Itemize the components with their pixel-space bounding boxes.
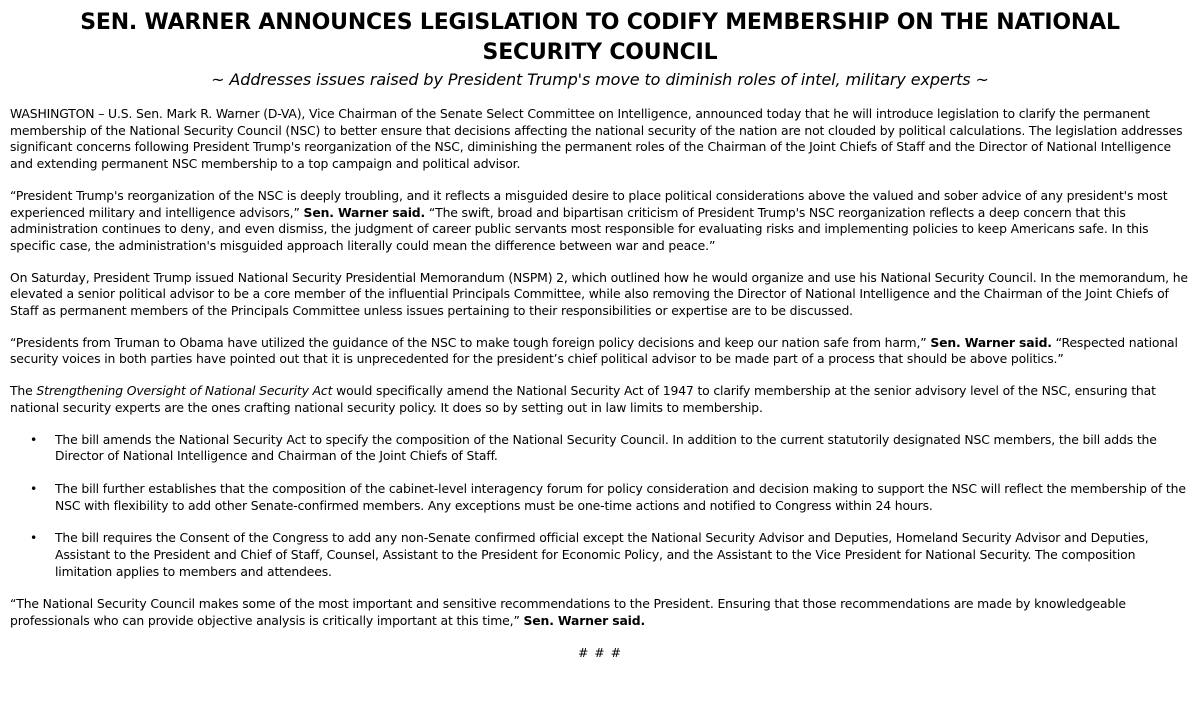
bullet-marker: • [30,480,38,496]
intro-paragraph: WASHINGTON – U.S. Sen. Mark R. Warner (D-VA), Vice Chairman of the Senate Select Committee on Intelligence, announced today that he will introduce legislation to clarify the permanent membership of the National Security Council (NSC) to better ensure that decisions affecting the national security of the nation are not clouded by political calculations. The legislation addresses significant concerns following President Trump's reorganization of the NSC, diminishing the permanent roles of the Chairman of the Joint Chiefs of Staff and the Director of National Intelligence and extending permanent NSC membership to a top campaign and political advisor. [10,106,1183,172]
list-item-text: The bill requires the Consent of the Congress to add any non-Senate confirmed official except the National Security Advisor and Deputies, Homeland Security Advisor and Deputies, Assistant to the President and Chief of Staff, Counsel, Assistant to the President for Economic Policy, and the Assistant to the Vice President for National Security. The composition limitation applies to members and attendees. [55,530,1149,579]
closing-quote-attribution: Sen. Warner said. [523,613,646,629]
act-description: would specifically amend the National Security Act of 1947 to clarify membership at the senior advisory level of the NSC, ensuring that national security experts are the ones crafting national security policy. It does so by setting out in law limits to membership. [10,383,1156,415]
list-item [10,530,1190,580]
list-item-text: The bill amends the National Security Act to specify the composition of the National Security Council. In addition to the current statutorily designated NSC members, the bill adds the Director of National Intelligence and Chairman of the Joint Chiefs of Staff. [55,431,1157,464]
list-item-text: The bill further establishes that the composition of the cabinet-level interagency forum for policy consideration and decision making to support the NSC will reflect the membership of the NSC with flexibility to add other Senate-confirmed members. Any exceptions must be one-time actions and notified to Congress within 24 hours. [55,480,1186,513]
bullet-marker: • [30,530,38,546]
quote-2-continuation: “Respected national security voices in both parties have pointed out that it is unprecedented for the president’s chief political advisor to be made part of a process that should be above politics.” [10,334,1178,367]
closing-quote-paragraph [10,596,1190,629]
press-release-title: SEN. WARNER ANNOUNCES LEGISLATION TO CODIFY MEMBERSHIP ON THE NATIONAL SECURITY COUNCIL [80,10,1120,65]
bill-provisions-list [10,432,1190,581]
quote-1-text: “President Trump's reorganization of the NSC is deeply troubling, and it reflects a misguided desire to place political considerations above the valued and sober advice of any president's most experienced military and intelligence advisors,” [10,187,1168,220]
quote-1-attribution: Sen. Warner said. [303,204,426,220]
act-intro-word: The [10,383,33,399]
closing-quote-text: “The National Security Council makes some of the most important and sensitive recommendations to the President. Ensuring that those recommendations are made by knowledgeable professionals who can provide objective analysis is critically important at this time,” [10,596,1126,629]
bullet-marker: • [30,431,38,447]
quote-paragraph-2 [10,335,1190,368]
memorandum-paragraph: On Saturday, President Trump issued National Security Presidential Memorandum (NSPM) 2, which outlined how he would organize and use his National Security Council. In the memorandum, he elevated a senior political advisor to be a core member of the influential Principals Committee, while also removing the Director of National Intelligence and the Chairman of the Joint Chiefs of Staff as permanent members of the Principals Committee unless issues pertaining to their responsibilities or expertise are to be discussed. [10,269,1188,319]
end-of-release-mark: # # # [577,644,623,660]
act-paragraph [10,383,1190,416]
press-release-subtitle: ~ Addresses issues raised by President Trump's move to diminish roles of intel, military experts ~ [211,70,989,89]
list-item [10,481,1190,514]
press-release-body [10,106,1190,662]
quote-1-continuation: “The swift, broad and bipartisan criticism of President Trump's NSC reorganization reflects a deep concern that this administration continues to deny, and even dismiss, the judgment of career public servants most responsible for evaluating risks and implementing policies to keep Americans safe. In this specific case, the administration's misguided approach literally could mean the difference between war and peace.” [10,204,1149,253]
quote-2-attribution: Sen. Warner said. [930,334,1052,350]
quote-2-text: “Presidents from Truman to Obama have utilized the guidance of the NSC to make tough foreign policy decisions and keep our nation safe from harm,” [10,334,927,350]
list-item [10,432,1190,465]
quote-paragraph-1 [10,188,1190,255]
act-name: Strengthening Oversight of National Security Act [36,383,333,399]
